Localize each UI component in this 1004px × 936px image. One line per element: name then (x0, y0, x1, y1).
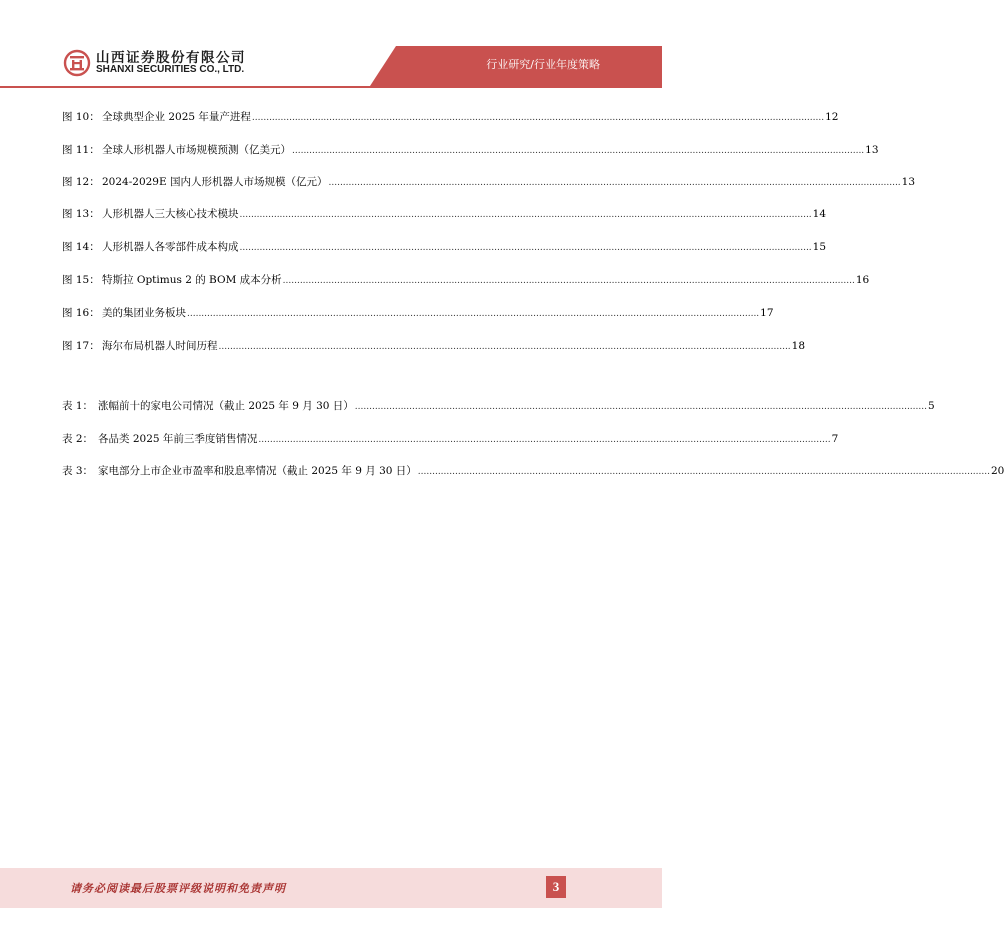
toc-entry-figure-11[interactable] (62, 142, 879, 158)
toc-entry-label: 图 11： (62, 144, 100, 156)
toc-entry-label: 图 17： (62, 340, 100, 352)
toc-entry-figure-14[interactable] (62, 239, 827, 255)
toc-entry-label: 图 13： (62, 208, 100, 220)
toc-leader-dots: ........................................................................................................................................................................................................ (292, 146, 865, 156)
toc-entry-page: 16 (855, 274, 870, 286)
toc-leader-dots: ........................................................................................................................................................................................................ (354, 402, 927, 412)
toc-leader-dots: ........................................................................................................................................................................................................ (328, 178, 901, 188)
toc-entry-label: 表 2： (62, 433, 94, 445)
toc-leader-dots: ........................................................................................................................................................................................................ (251, 113, 825, 123)
toc-entry-figure-12[interactable] (62, 174, 916, 190)
toc-entry-figure-13[interactable] (62, 206, 827, 222)
toc-entry-page: 17 (760, 307, 774, 319)
page-header (0, 0, 662, 96)
company-name-cn: 山西证券股份有限公司 (96, 50, 246, 66)
toc-entry-title: 美的集团业务板块 (102, 307, 186, 319)
toc-leader-dots: ........................................................................................................................................................................................................ (282, 276, 855, 286)
toc-leader-dots: ........................................................................................................................................................................................................ (187, 309, 760, 319)
toc-entry-title: 全球典型企业 2025 年量产进程 (102, 111, 251, 123)
page-number: 3 (546, 876, 566, 898)
toc-entry-page: 18 (791, 340, 806, 352)
toc-entry-title: 涨幅前十的家电公司情况（截止 2025 年 9 月 30 日） (98, 400, 354, 412)
toc-entry-table-3[interactable] (62, 463, 1004, 479)
toc-entry-title: 各品类 2025 年前三季度销售情况 (98, 433, 258, 445)
toc-leader-dots: ........................................................................................................................................................................................................ (417, 467, 990, 477)
toc-entry-figure-15[interactable] (62, 272, 870, 288)
toc-entry-figure-16[interactable] (62, 305, 774, 321)
toc-entry-title: 人形机器人三大核心技术模块 (102, 208, 239, 220)
toc-entry-label: 图 12： (62, 176, 100, 188)
toc-entry-page: 7 (831, 433, 839, 445)
shanxi-securities-logo-icon (64, 50, 90, 76)
header-divider (0, 86, 662, 88)
toc-entry-table-1[interactable] (62, 398, 935, 414)
toc-entry-page: 20 (990, 465, 1004, 477)
toc-entry-table-2[interactable] (62, 431, 839, 447)
toc-leader-dots: ........................................................................................................................................................................................................ (258, 435, 831, 445)
toc-entry-title: 2024-2029E 国内人形机器人市场规模（亿元） (102, 176, 328, 188)
toc-entry-page: 15 (812, 241, 827, 253)
toc-entry-title: 特斯拉 Optimus 2 的 BOM 成本分析 (102, 274, 282, 286)
toc-entry-label: 表 1： (62, 400, 94, 412)
toc-entry-label: 图 10： (62, 111, 100, 123)
toc-entry-title: 海尔布局机器人时间历程 (102, 340, 218, 352)
toc-entry-page: 13 (865, 144, 879, 156)
toc-leader-dots: ........................................................................................................................................................................................................ (239, 243, 812, 253)
toc-entry-page: 12 (825, 111, 839, 123)
toc-entry-title: 人形机器人各零部件成本构成 (102, 241, 239, 253)
toc-leader-dots: ........................................................................................................................................................................................................ (239, 210, 812, 220)
footer-disclaimer: 请务必阅读最后股票评级说明和免责声明 (70, 882, 286, 895)
toc-entry-label: 图 14： (62, 241, 100, 253)
toc-entry-label: 表 3： (62, 465, 94, 477)
report-type: 行业研究/行业年度策略 (486, 58, 600, 71)
toc-entry-figure-10[interactable] (62, 109, 839, 125)
toc-entry-page: 5 (927, 400, 935, 412)
toc-entry-page: 14 (812, 208, 827, 220)
toc-entry-label: 图 15： (62, 274, 100, 286)
toc-entry-label: 图 16： (62, 307, 100, 319)
toc-entry-page: 13 (901, 176, 916, 188)
toc-entry-title: 全球人形机器人市场规模预测（亿美元） (102, 144, 291, 156)
company-name-en: SHANXI SECURITIES CO., LTD. (96, 64, 245, 75)
toc-leader-dots: ........................................................................................................................................................................................................ (218, 342, 791, 352)
toc-entry-figure-17[interactable] (62, 338, 806, 354)
toc-entry-title: 家电部分上市企业市盈率和股息率情况（截止 2025 年 9 月 30 日） (98, 465, 417, 477)
